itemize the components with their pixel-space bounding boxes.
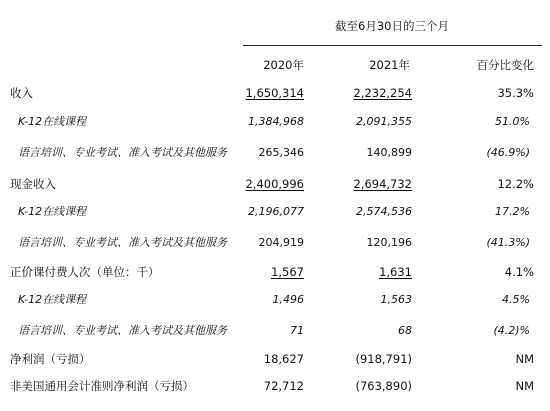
value-2021: 2,694,732 bbox=[353, 177, 412, 191]
column-header-2021: 2021年 bbox=[369, 58, 410, 72]
row-label: 正价课付费人次（单位：千） bbox=[10, 265, 160, 279]
value-change: 35.3% bbox=[497, 86, 534, 100]
value-change: (4.2)% bbox=[493, 324, 530, 337]
value-2021: 2,574,536 bbox=[356, 205, 412, 218]
table-row-revenue-other bbox=[0, 144, 550, 162]
table-row-non-gaap-net-income bbox=[0, 377, 550, 395]
row-label: 现金收入 bbox=[10, 177, 56, 191]
value-2021: 1,563 bbox=[380, 293, 412, 306]
value-2020: 1,496 bbox=[272, 293, 304, 306]
row-label: 语言培训、专业考试、准入考试及其他服务 bbox=[18, 146, 227, 159]
value-2020: 1,384,968 bbox=[248, 115, 304, 128]
row-label: 非美国通用会计准则净利润（亏损） bbox=[10, 379, 194, 393]
value-2021: 120,196 bbox=[366, 236, 412, 249]
row-label: K-12在线课程 bbox=[18, 293, 87, 306]
value-2020: 1,567 bbox=[271, 265, 304, 279]
table-row-enrollments-other bbox=[0, 322, 550, 340]
table-row-cash-other bbox=[0, 234, 550, 252]
value-2020: 2,400,996 bbox=[245, 177, 304, 191]
row-label: K-12在线课程 bbox=[18, 205, 87, 218]
period-divider bbox=[243, 45, 542, 46]
value-2020: 204,919 bbox=[258, 236, 304, 249]
column-header-2020: 2020年 bbox=[263, 58, 304, 72]
table-row-cash-revenue bbox=[0, 175, 550, 193]
value-change: NM bbox=[515, 352, 534, 366]
value-2020: 265,346 bbox=[258, 146, 304, 159]
value-2021: 140,899 bbox=[366, 146, 412, 159]
value-2020: 1,650,314 bbox=[245, 86, 304, 100]
value-2020: 71 bbox=[290, 324, 304, 337]
value-change: NM bbox=[515, 379, 534, 393]
value-change: (46.9%) bbox=[486, 146, 530, 159]
value-2021: (918,791) bbox=[355, 352, 412, 366]
table-row-revenue-k12 bbox=[0, 113, 550, 131]
row-label: 净利润（亏损） bbox=[10, 352, 91, 366]
value-2020: 18,627 bbox=[263, 352, 304, 366]
row-label: 语言培训、专业考试、准入考试及其他服务 bbox=[18, 324, 227, 337]
table-row-cash-k12 bbox=[0, 203, 550, 221]
value-change: 51.0% bbox=[495, 115, 530, 128]
value-change: 4.1% bbox=[504, 265, 534, 279]
value-2021: 2,091,355 bbox=[356, 115, 412, 128]
table-row-revenue bbox=[0, 84, 550, 102]
table-row-paid-enrollments bbox=[0, 263, 550, 281]
value-2021: 68 bbox=[398, 324, 412, 337]
row-label: K-12在线课程 bbox=[18, 115, 87, 128]
table-row-enrollments-k12 bbox=[0, 291, 550, 309]
value-2021: 2,232,254 bbox=[353, 86, 412, 100]
value-change: 4.5% bbox=[502, 293, 530, 306]
value-2020: 2,196,077 bbox=[248, 205, 304, 218]
value-change: (41.3%) bbox=[486, 236, 530, 249]
row-label: 语言培训、专业考试、准入考试及其他服务 bbox=[18, 236, 227, 249]
table-row-net-income bbox=[0, 350, 550, 368]
period-header: 截至6月30日的三个月 bbox=[335, 19, 449, 33]
value-change: 12.2% bbox=[497, 177, 534, 191]
value-change: 17.2% bbox=[495, 205, 530, 218]
column-header-change: 百分比变化 bbox=[476, 58, 534, 72]
value-2021: (763,890) bbox=[355, 379, 412, 393]
value-2020: 72,712 bbox=[263, 379, 304, 393]
row-label: 收入 bbox=[10, 86, 33, 100]
value-2021: 1,631 bbox=[379, 265, 412, 279]
